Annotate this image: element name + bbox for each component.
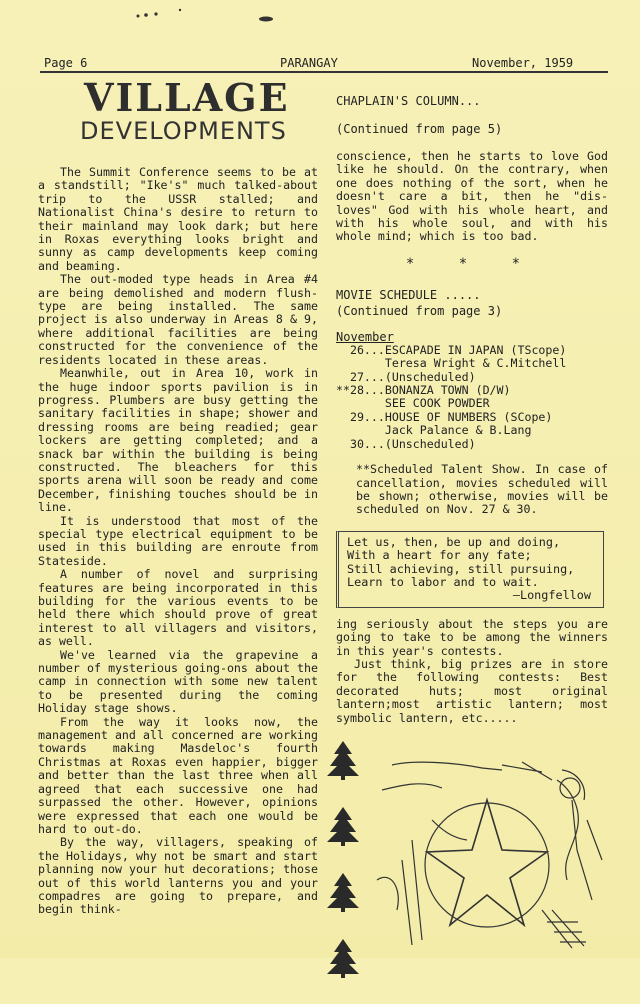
poem-author: —Longfellow — [512, 588, 591, 603]
paragraph: By the way, villagers, speaking of the Holidays, why not be smart and start planning now your hut decorations; those out of this world lanterns you and your compadres are going to prepare, and begin think- — [38, 835, 318, 917]
paragraph: The Summit Conference seems to be at a standstill; "Ike's" much talked-about trip to the USSR stalled; and Nationalist China's desire to return to their mainland may look dark; but here in Roxas everything looks bright and sunny as camp developments keep coming and beaming. — [38, 165, 318, 273]
paragraph: Just think, big prizes are in store for the following contests: Best decorated huts; most original lantern;most artistic lantern; most symbolic lantern, etc..... — [336, 656, 608, 725]
chaplain-column-title: CHAPLAIN'S COLUMN... — [336, 94, 481, 108]
movie-row: 29...HOUSE OF NUMBERS (SCope) — [336, 409, 553, 424]
paragraph: Meanwhile, out in Area 10, work in the huge indoor sports pavilion is in progress. Plumbers are busy getting the sanitary facilities in shape; shower and dressing rooms are being readied; gear lockers are getting completed; and a snack bar within the building is being constructed. The bleachers for this sports arena will soon be ready and come December, finishing touches should be in line. — [38, 366, 318, 515]
poem-box — [336, 531, 604, 608]
movie-row: 26...ESCAPADE IN JAPAN (TScope) — [336, 342, 567, 357]
christmas-tree-icon — [326, 872, 360, 912]
article-subtitle: DEVELOPMENTS — [80, 117, 287, 145]
paragraph: We've learned via the grapevine a number of mysterious going-ons about the camp in connection with some new talent to be presented during the coming Holiday stage shows. — [38, 647, 318, 716]
page-number: Page 6 — [44, 56, 88, 70]
christmas-tree-icon — [326, 806, 360, 846]
movie-row: 27...(Unscheduled) — [336, 369, 476, 384]
movie-note: **Scheduled Talent Show. In case of cancellation, movies scheduled will be shown; otherwise, movies will be scheduled on Nov. 27 & 30. — [356, 462, 608, 517]
paragraph: ing seriously about the steps you are going to take to be among the winners in this year's contests. — [336, 616, 608, 658]
paragraph: A number of novel and surprising features are being incorporated in this building for the various events to be held there which should prove of great interest to all villagers and visitors, as well. — [38, 567, 318, 649]
movie-continued: (Continued from page 3) — [336, 303, 503, 318]
christmas-tree-icon — [326, 740, 360, 780]
movie-row: **28...BONANZA TOWN (D/W) — [336, 383, 511, 398]
issue-date: November, 1959 — [472, 56, 574, 70]
article-title: VILLAGE — [84, 75, 290, 120]
poem-line: Still achieving, still pursuing, — [347, 561, 575, 576]
article-continuation — [336, 618, 608, 725]
movie-row: Teresa Wright & C.Mitchell — [336, 356, 567, 371]
poem-line: Learn to labor and to wait. — [347, 574, 539, 589]
right-column — [336, 78, 608, 725]
poem-line: Let us, then, be up and doing, — [347, 534, 561, 549]
ink-specks — [0, 0, 640, 40]
paragraph: The out-moded type heads in Area #4 are being demolished and modern flush-type are being installed. The same project is also underway in Areas 8 & 9, where additional facilities are being constructed for the convenience of the residents located in these areas. — [38, 272, 318, 367]
left-column — [38, 75, 320, 917]
movie-row: 30...(Unscheduled) — [336, 436, 476, 451]
page-header — [44, 56, 604, 72]
movie-row: Jack Palance & B.Lang — [336, 423, 532, 438]
christmas-tree-icon — [326, 938, 360, 978]
movie-row: SEE COOK POWDER — [336, 396, 490, 411]
movie-month: November — [336, 329, 394, 344]
lantern-illustration — [372, 760, 608, 950]
movie-schedule-title: MOVIE SCHEDULE ..... — [336, 287, 481, 302]
article-body — [38, 166, 318, 917]
chaplain-body: conscience, then he starts to love God like he should. On the contrary, when one does nothing of the sort, when he doesn't care a bit, then he "dis-loves" God with his whole heart, and with his whole soul, and with his whole mind; which is too bad. — [336, 149, 608, 244]
paper-name: PARANGAY — [280, 56, 338, 70]
poem-line: With a heart for any fate; — [347, 548, 532, 563]
header-rule — [40, 71, 608, 73]
chaplain-continued: (Continued from page 5) — [336, 122, 503, 136]
movie-list — [336, 344, 608, 451]
paragraph: From the way it looks now, the management and all concerned are working towards making Masdeloc's fourth Christmas at Roxas even happier, bigger and better than the last three when all agreed that each successive one had surpassed the other. However, opinions were expressed that each one would be hard to out-do. — [38, 714, 318, 836]
tree-column — [326, 740, 366, 1004]
section-divider: * * * — [405, 255, 539, 272]
paragraph: It is understood that most of the special type electrical equipment to be used in this building are enroute from Stateside. — [38, 513, 318, 568]
